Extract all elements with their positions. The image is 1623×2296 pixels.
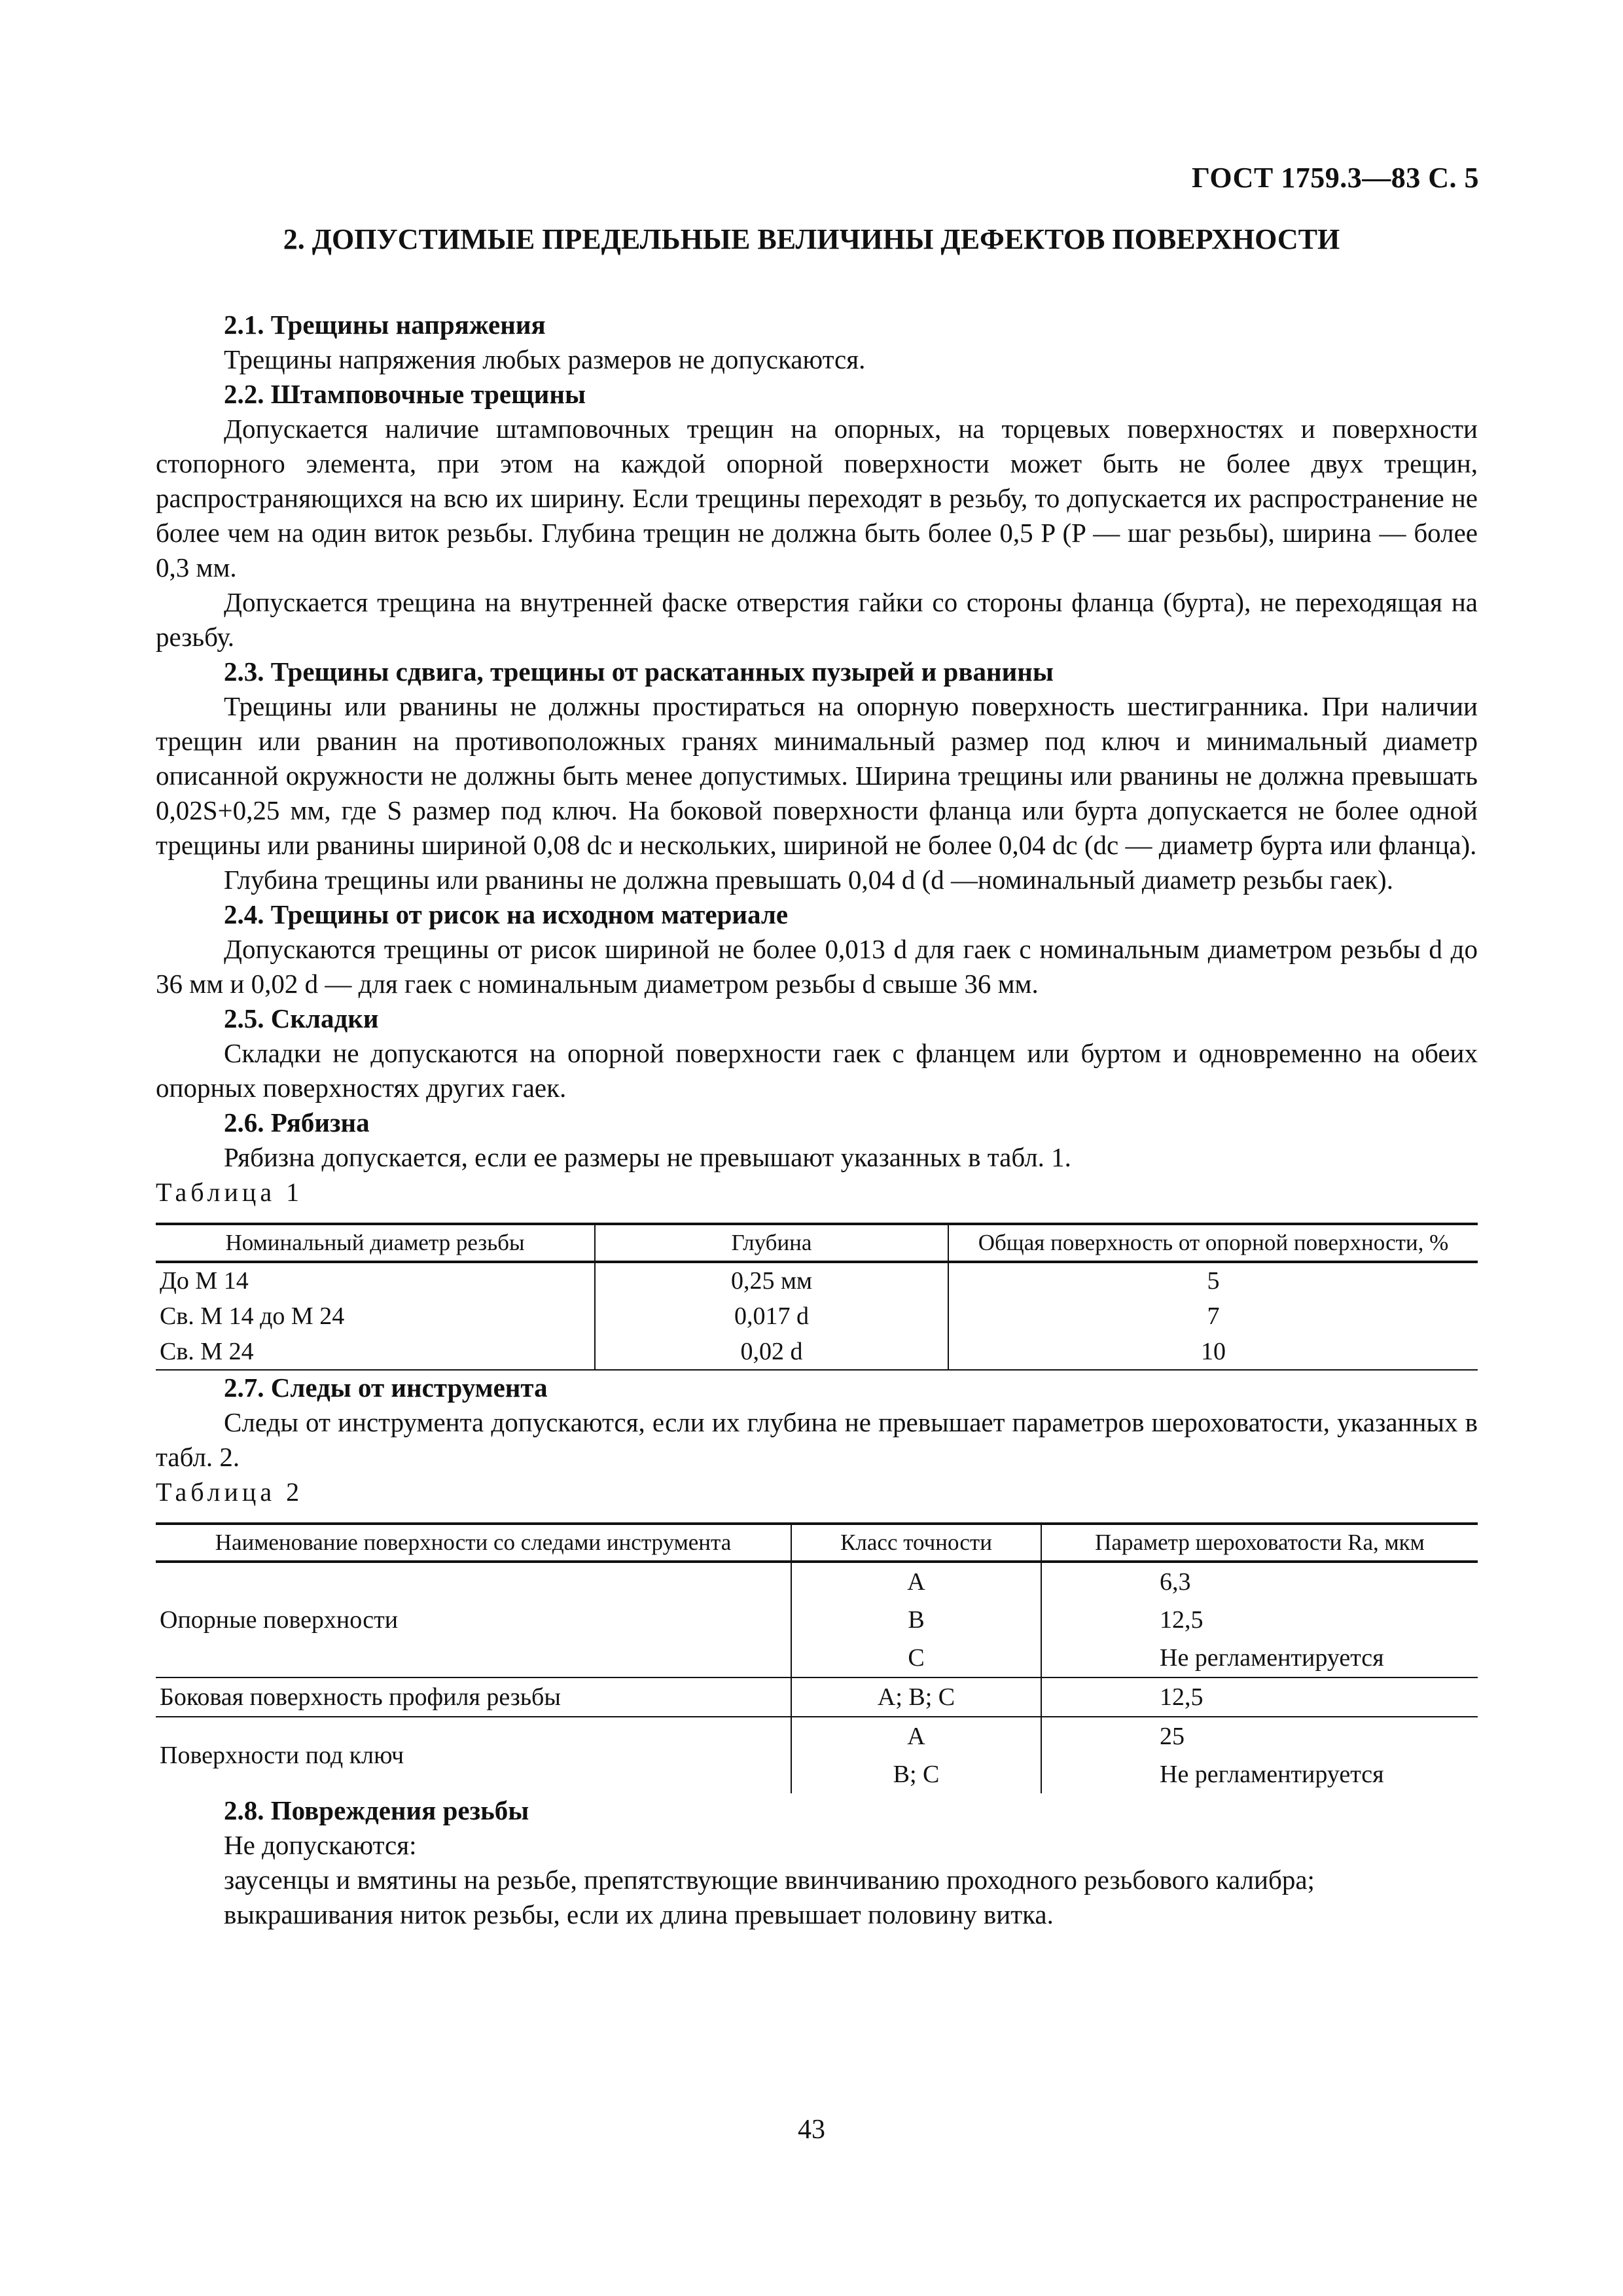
- paragraph: Рябизна допускается, если ее размеры не превышают указанных в табл. 1.: [224, 1142, 1071, 1172]
- paragraph: Допускаются трещины от рисок шириной не более 0,013 d для гаек с номинальным диаметром резьбы d до 36 мм и 0,02 d — для гаек с номинальным диаметром резьбы d свыше 36 мм.: [156, 934, 1478, 999]
- table-cell: 25: [1160, 1723, 1185, 1750]
- paragraph: Не допускаются:: [224, 1830, 417, 1860]
- table-cell: Не регламентируется: [1041, 1639, 1478, 1677]
- table-2-label: Таблица 2: [156, 1477, 304, 1507]
- table-row: [156, 1717, 1478, 1755]
- heading-2-7: 2.7. Следы от инструмента: [224, 1372, 548, 1403]
- document-body: [156, 308, 1478, 1932]
- table-cell: B: [791, 1601, 1041, 1639]
- heading-2-5: 2.5. Складки: [224, 1003, 379, 1033]
- heading-2-2: 2.2. Штамповочные трещины: [224, 379, 586, 409]
- table-cell: Св. М 14 до М 24: [156, 1299, 595, 1334]
- table-cell: B; C: [791, 1755, 1041, 1793]
- table-header-cell: Класс точности: [791, 1524, 1041, 1562]
- table-header-cell: Глубина: [595, 1224, 948, 1262]
- paragraph: Трещины или рванины не должны простираться на опорную поверхность шестигранника. При наличии трещин или рванин на противоположных гранях минимальный размер под ключ и минимальный диаметр описанной окружности не должны быть менее допустимых. Ширина трещины или рванины не должна превышать 0,02S+0,25 мм, где S размер под ключ. На боковой поверхности фланца или бурта допускается не более одной трещины или рванины шириной 0,08 dс и нескольких, шириной не более 0,04 dс (dс — диаметр бурта или фланца).: [156, 691, 1478, 860]
- table-cell: Не регламентируется: [1160, 1761, 1384, 1788]
- table-cell: До М 14: [156, 1262, 595, 1299]
- table-row: [156, 1677, 1478, 1717]
- paragraph: Складки не допускаются на опорной поверхности гаек с фланцем или буртом и одновременно на обеих опорных поверхностях других гаек.: [156, 1038, 1478, 1103]
- paragraph: заусенцы и вмятины на резьбе, препятствующие ввинчиванию проходного резьбового калибра;: [224, 1865, 1315, 1895]
- table-cell: 5: [1207, 1267, 1220, 1295]
- table-header-cell: Параметр шероховатости Ra, мкм: [1041, 1524, 1478, 1562]
- table-cell: Опорные поверхности: [156, 1562, 791, 1677]
- table-cell: Св. М 24: [156, 1334, 595, 1370]
- table-cell: 6,3: [1160, 1568, 1191, 1596]
- table-header-cell: Наименование поверхности со следами инструмента: [156, 1524, 791, 1562]
- table-cell: Поверхности под ключ: [156, 1717, 791, 1793]
- table-cell: A: [791, 1562, 1041, 1601]
- table-cell: 12,5: [1041, 1677, 1478, 1717]
- paragraph: Допускается наличие штамповочных трещин на опорных, на торцевых поверхностях и поверхности стопорного элемента, при этом на каждой опорной поверхности может быть не более двух трещин, распространяющихся на всю их ширину. Если трещины переходят в резьбу, то допускается их распространение не более чем на один виток резьбы. Глубина трещин не должна быть более 0,5 P (P — шаг резьбы), ширина — более 0,3 мм.: [156, 414, 1478, 583]
- table-header-cell: Номинальный диаметр резьбы: [156, 1224, 595, 1262]
- table-cell: 10: [948, 1334, 1478, 1370]
- table-cell: A; B; C: [791, 1677, 1041, 1717]
- table-cell: C: [791, 1639, 1041, 1677]
- table-row: [156, 1262, 1478, 1299]
- table-row: [156, 1299, 1478, 1334]
- heading-2-4: 2.4. Трещины от рисок на исходном материале: [224, 899, 789, 929]
- paragraph: Трещины напряжения любых размеров не допускаются.: [224, 344, 866, 374]
- table-cell: 0,02 d: [595, 1334, 948, 1370]
- table-row: [156, 1562, 1478, 1601]
- heading-2-8: 2.8. Повреждения резьбы: [224, 1795, 529, 1825]
- table-cell: Боковая поверхность профиля резьбы: [156, 1677, 791, 1717]
- table-1: [156, 1223, 1478, 1371]
- table-1-label: Таблица 1: [156, 1177, 304, 1207]
- table-row: [156, 1334, 1478, 1370]
- table-cell: 0,017 d: [595, 1299, 948, 1334]
- paragraph: Допускается трещина на внутренней фаске отверстия гайки со стороны фланца (бурта), не переходящая на резьбу.: [156, 587, 1478, 652]
- table-cell: 0,25 мм: [595, 1262, 948, 1299]
- heading-2-1: 2.1. Трещины напряжения: [224, 310, 546, 340]
- gost-header: ГОСТ 1759.3—83 С. 5: [1191, 162, 1479, 194]
- page-number: 43: [798, 2115, 825, 2145]
- section-title: 2. ДОПУСТИМЫЕ ПРЕДЕЛЬНЫЕ ВЕЛИЧИНЫ ДЕФЕКТОВ ПОВЕРХНОСТИ: [283, 223, 1340, 255]
- paragraph: выкрашивания ниток резьбы, если их длина превышает половину витка.: [224, 1899, 1054, 1929]
- table-2: [156, 1522, 1478, 1793]
- table-cell: 7: [1207, 1302, 1220, 1330]
- table-header-cell: Общая поверхность от опорной поверхности, %: [948, 1224, 1478, 1262]
- table-cell: A: [791, 1717, 1041, 1755]
- table-cell: 12,5: [1160, 1606, 1204, 1634]
- paragraph: Следы от инструмента допускаются, если их глубина не превышает параметров шероховатости, указанных в табл. 2.: [156, 1407, 1478, 1472]
- paragraph: Глубина трещины или рванины не должна превышать 0,04 d (d —номинальный диаметр резьбы гаек).: [224, 865, 1393, 895]
- heading-2-3: 2.3. Трещины сдвига, трещины от раскатанных пузырей и рванины: [224, 656, 1054, 687]
- heading-2-6: 2.6. Рябизна: [224, 1107, 370, 1138]
